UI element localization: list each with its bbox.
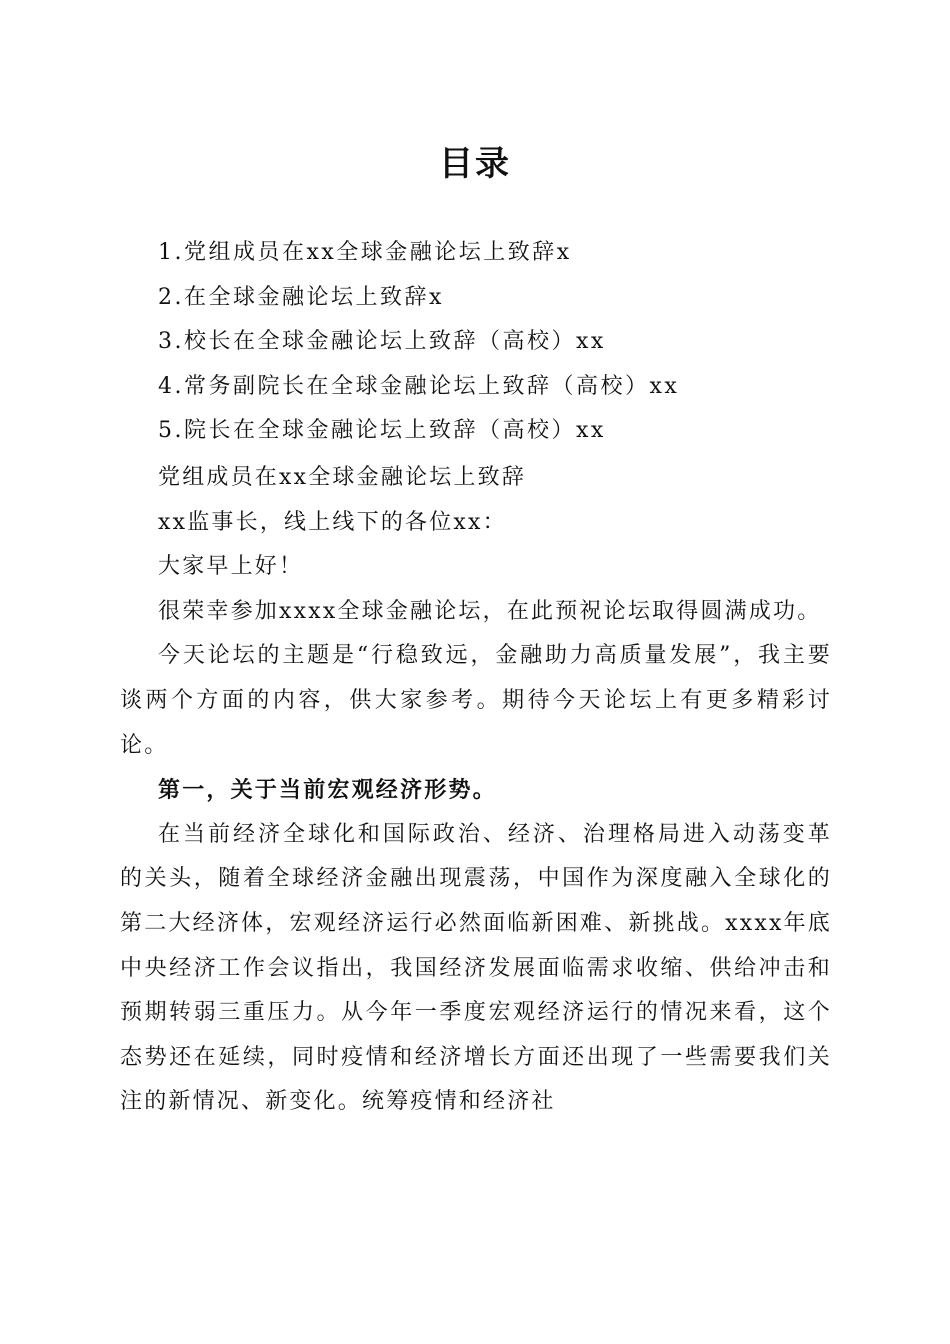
- salutation: xx监事长，线上线下的各位xx：: [158, 509, 507, 535]
- page-title: 目录: [439, 144, 511, 184]
- toc-item: 4.常务副院长在全球金融论坛上致辞（高校）xx: [158, 373, 680, 399]
- toc-item: 5.院长在全球金融论坛上致辞（高校）xx: [158, 418, 606, 443]
- speech-title: 党组成员在xx全球金融论坛上致辞: [158, 465, 527, 490]
- body-paragraph: 今天论坛的主题是“行稳致远，金融助力高质量发展”，我主要谈两个方面的内容，供大家参考。期待今天论坛上有更多精彩讨论。: [120, 643, 832, 758]
- table-of-contents: [158, 233, 858, 456]
- section-heading: 第一，关于当前宏观经济形势。: [158, 777, 497, 804]
- body-paragraph: 很荣幸参加xxxx全球金融论坛，在此预祝论坛取得圆满成功。: [158, 598, 822, 624]
- toc-item: 2.在全球金融论坛上致辞x: [158, 284, 444, 310]
- greeting: 大家早上好！: [158, 554, 304, 580]
- document-body: [120, 456, 832, 1125]
- body-paragraph: 在当前经济全球化和国际政治、经济、治理格局进入动荡变革的关头，随着全球经济金融出现震荡，中国作为深度融入全球化的第二大经济体，宏观经济运行必然面临新困难、新挑战。xxxx年底中央经济工作会议指出，我国经济发展面临需求收缩、供给冲击和预期转弱三重压力。从今年一季度宏观经济运行的情况来看，这个态势还在延续，同时疫情和经济增长方面还出现了一些需要我们关注的新情况、新变化。统筹疫情和经济社: [120, 821, 832, 1115]
- toc-item: 1.党组成员在xx全球金融论坛上致辞x: [158, 240, 572, 265]
- toc-item: 3.校长在全球金融论坛上致辞（高校）xx: [158, 329, 606, 354]
